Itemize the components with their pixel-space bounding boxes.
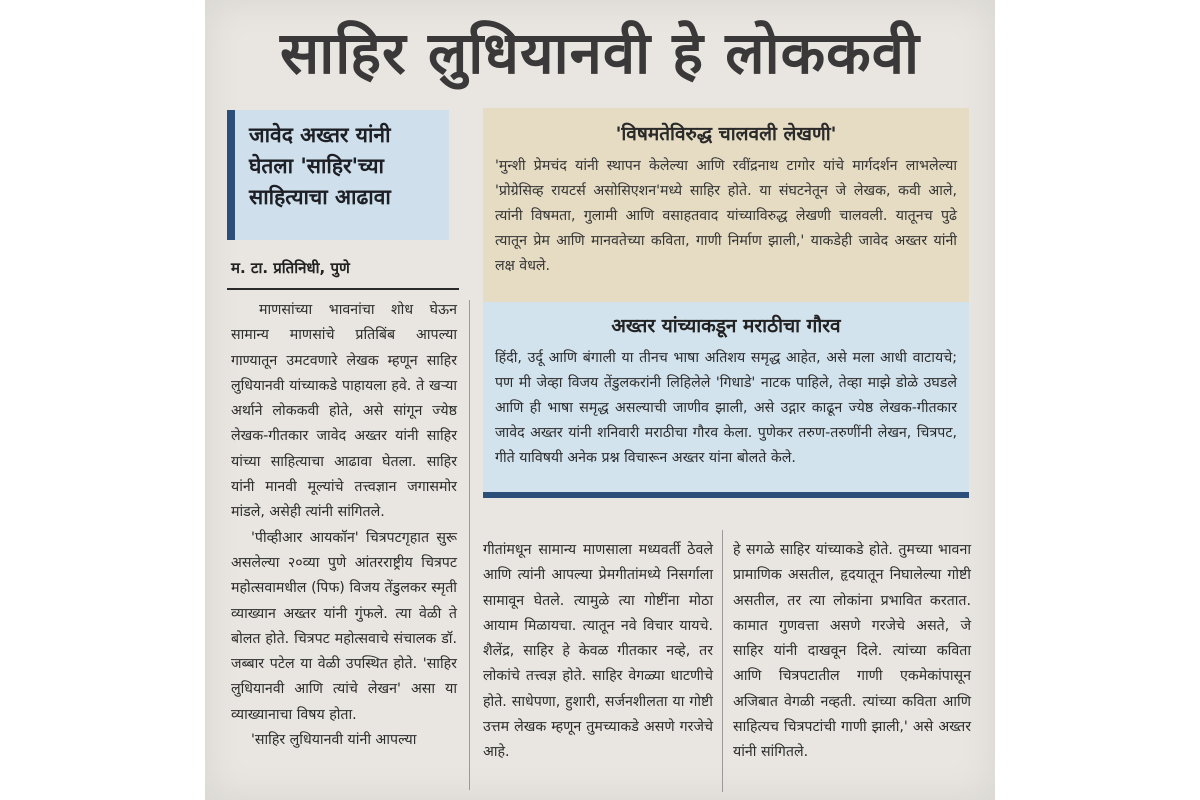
headline: साहिर लुधियानवी हे लोककवी — [280, 19, 920, 87]
sidebar-title: अख्तर यांच्याकडून मराठीचा गौरव — [611, 315, 841, 337]
byline: म. टा. प्रतिनिधी, पुणे — [231, 259, 350, 277]
column-divider — [469, 300, 470, 790]
subheadline-box — [227, 110, 449, 240]
column-divider — [722, 530, 723, 792]
article-column-3: हे सगळे साहिर यांच्याकडे होते. तुमच्या भावना प्रामाणिक असतील, हृदयातून निघालेल्या गोष्टी असतील, तर त्या लोकांना प्रभावित करतात. कामात गुणवत्ता असणे गरजेचे असते, जे साहिर यांनी दाखवून दिले. त्यांच्या कविता आणि चित्रपटातील गाणी एकमेकांपासून अजिबात वेगळी नव्हती. त्यांच्या कविता आणि साहित्यच चित्रपटांची गाणी झाली,' असे अख्तर यांनी सांगितले. — [733, 542, 971, 761]
paragraph: 'पीव्हीआर आयकॉन' चित्रपटगृहात सुरू असलेल्या २०व्या पुणे आंतरराष्ट्रीय चित्रपट महोत्सवामधील (पिफ) विजय तेंडुलकर स्मृती व्याख्यान अख्तर यांनी गुंफले. त्या वेळी ते बोलत होते. चित्रपट महोत्सवाचे संचालक डॉ. जब्बार पटेल या वेळी उपस्थित होते. 'साहिर लुधियानवी आणि त्यांचे लेखन' असा या व्याख्यानाचा विषय होता. — [231, 529, 457, 723]
sidebar-box-marathi — [483, 302, 969, 498]
sidebar-title: 'विषमतेविरुद्ध चालवली लेखणी' — [615, 123, 837, 145]
sidebar-box-inequality — [483, 108, 969, 302]
article-column-2: गीतांमधून सामान्य माणसाला मध्यवर्ती ठेवले आणि त्यांनी आपल्या प्रेमगीतांमध्ये निसर्गाला सामावून घेतले. त्यामुळे त्या गोष्टींना मोठा आयाम मिळायचा. त्यातून नवे विचार यायचे. शैलेंद्र, साहिर हे केवळ गीतकार नव्हे, तर लोकांचे तत्त्वज्ञ होते. साहिर वेगळ्या धाटणीचे होते. साधेपणा, हुशारी, सर्जनशीलता या गोष्टी उत्तम लेखक म्हणून तुमच्याकडे असणे गरजेचे आहे. — [483, 542, 713, 761]
byline-divider — [227, 288, 459, 290]
subheadline: जावेद अख्तर यांनी घेतला 'साहिर'च्या साहित्याचा आढावा — [249, 123, 391, 209]
paragraph: माणसांच्या भावनांचा शोध घेऊन सामान्य माणसांचे प्रतिबिंब आपल्या गाण्यातून उमटवणारे लेखक म्हणून साहिर लुधियानवी यांच्याकडे पाहायला हवे. ते खऱ्या अर्थाने लोककवी होते, असे सांगून ज्येष्ठ लेखक-गीतकार जावेद अख्तर यांनी साहिर यांच्या साहित्याचा आढावा घेतला. साहिर यांनी मानवी मूल्यांचे तत्त्वज्ञान जगासमोर मांडले, असेही त्यांनी सांगितले. — [231, 302, 457, 521]
paragraph: 'साहिर लुधियानवी यांनी आपल्या — [251, 732, 417, 749]
newspaper-clipping — [205, 0, 995, 800]
article-column-1 — [231, 298, 457, 753]
sidebar-text: 'मुन्शी प्रेमचंद यांनी स्थापन केलेल्या आणि रवींद्रनाथ टागोर यांचे मार्गदर्शन लाभलेल्या 'प्रोग्रेसिव्ह रायटर्स असोसिएशन'मध्ये साहिर होते. या संघटनेतून जे लेखक, कवी आले, त्यांनी विषमता, गुलामी आणि वसाहतवाद यांच्याविरुद्ध लेखणी चालवली. यातूनच पुढे त्यातून प्रेम आणि मानवतेच्या कविता, गाणी निर्माण झाली,' याकडेही जावेद अख्तर यांनी लक्ष वेधले. — [495, 158, 957, 274]
sidebar-text: हिंदी, उर्दू आणि बंगाली या तीनच भाषा अतिशय समृद्ध आहेत, असे मला आधी वाटायचे; पण मी जेव्हा विजय तेंडुलकरांनी लिहिलेले 'गिधाडे' नाटक पाहिले, तेव्हा माझे डोळे उघडले आणि ही भाषा समृद्ध असल्याची जाणीव झाली, असे उद्गार काढून ज्येष्ठ लेखक-गीतकार जावेद अख्तर यांनी शनिवारी मराठीचा गौरव केला. पुणेकर तरुण-तरुणींनी लेखन, चित्रपट, गीते याविषयी अनेक प्रश्न विचारून अख्तर यांना बोलते केले. — [495, 350, 957, 466]
